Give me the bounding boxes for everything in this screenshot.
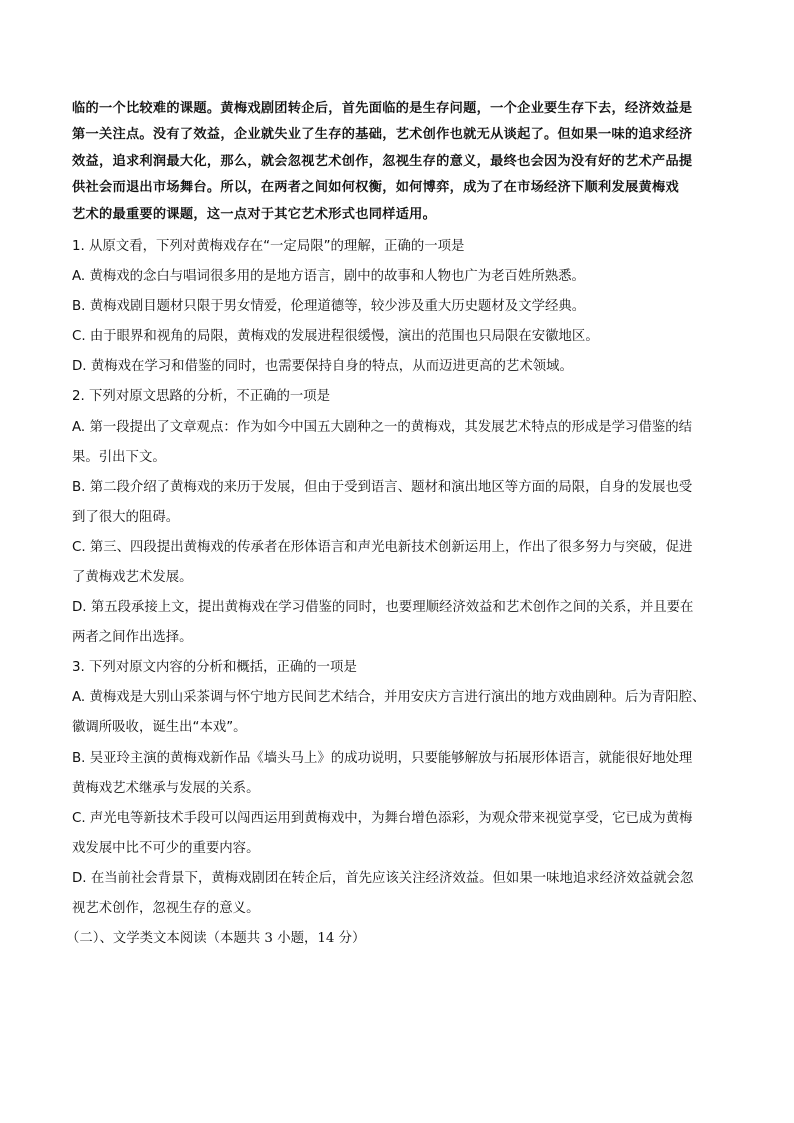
option-a: A. 黄梅戏是大别山采茶调与怀宁地方民间艺术结合，并用安庆方言进行演出的地方戏曲剧种。后为青阳腔、: [72, 690, 706, 706]
option-a-continued: 果。引出下文。: [72, 449, 166, 465]
option-d-continued: 两者之间作出选择。: [72, 630, 193, 646]
passage-line: 供社会而退出市场舞台。所以，在两者之间如何权衡，如何博弈，成为了在市场经济下顺利发展黄梅戏: [72, 180, 679, 196]
option-c: C. 声光电等新技术手段可以闯西运用到黄梅戏中，为舞台增色添彩，为观众带来视觉享受，它已成为黄梅: [72, 810, 693, 826]
passage-line: 临的一个比较难的课题。黄梅戏剧团转企后，首先面临的是生存问题，一个企业要生存下去，经济效益是: [72, 101, 693, 116]
passage: [72, 96, 724, 228]
passage-line: 第一关注点。没有了效益，企业就失业了生存的基础，艺术创作也就无从谈起了。但如果一味的追求经济: [72, 127, 693, 143]
passage-line: 效益，追求利润最大化，那么，就会忽视艺术创作，忽视生存的意义，最终也会因为没有好的艺术产品提: [72, 153, 693, 169]
option-b-continued: 到了很大的阻碍。: [72, 509, 180, 525]
question-2: [72, 382, 724, 653]
option-b: B. 黄梅戏剧目题材只限于男女情爱，伦理道德等，较少涉及重大历史题材及文学经典。: [72, 299, 586, 315]
option-d-continued: 视艺术创作，忽视生存的意义。: [72, 901, 260, 917]
option-b-continued: 黄梅戏艺术继承与发展的关系。: [72, 780, 260, 796]
document-page: [66, 96, 724, 954]
option-a: A. 黄梅戏的念白与唱词很多用的是地方语言，剧中的故事和人物也广为老百姓所熟悉。: [72, 269, 585, 285]
option-d: D. 第五段承接上文，提出黄梅戏在学习借鉴的同时，也要理顺经济效益和艺术创作之间的关系，并且要在: [72, 600, 694, 616]
question-1: [72, 232, 724, 382]
question-stem: 3. 下列对原文内容的分析和概括，正确的一项是: [72, 660, 357, 676]
passage-line: 艺术的最重要的课题，这一点对于其它艺术形式也同样适用。: [72, 206, 437, 222]
option-a-continued: 徽调所吸收，诞生出“本戏”。: [72, 720, 247, 736]
option-c-continued: 戏发展中比不可少的重要内容。: [72, 840, 260, 856]
option-c-continued: 了黄梅戏艺术发展。: [72, 569, 193, 585]
option-c: C. 由于眼界和视角的局限，黄梅戏的发展进程很缓慢，演出的范围也只局限在安徽地区。: [72, 329, 599, 345]
option-b: B. 第二段介绍了黄梅戏的来历于发展，但由于受到语言、题材和演出地区等方面的局限，自身的发展也受: [72, 479, 693, 495]
question-stem: 1. 从原文看，下列对黄梅戏存在“一定局限”的理解，正确的一项是: [72, 238, 465, 254]
option-a: A. 第一段提出了文章观点：作为如今中国五大剧种之一的黄梅戏，其发展艺术特点的形成是学习借鉴的结: [72, 419, 693, 435]
option-b: B. 吴亚玲主演的黄梅戏新作品《墙头马上》的成功说明，只要能够解放与拓展形体语言，就能很好地处理: [72, 750, 693, 766]
question-stem: 2. 下列对原文思路的分析，不正确的一项是: [72, 389, 331, 405]
option-d: D. 在当前社会背景下，黄梅戏剧团在转企后，首先应该关注经济效益。但如果一味地追求经济效益就会忽: [72, 870, 694, 886]
question-3: [72, 653, 724, 924]
option-c: C. 第三、四段提出黄梅戏的传承者在形体语言和声光电新技术创新运用上，作出了很多努力与突破，促进: [72, 539, 693, 555]
option-d: D. 黄梅戏在学习和借鉴的同时，也需要保持自身的特点，从而迈进更高的艺术领域。: [72, 359, 573, 375]
section-heading: （二）、文学类文本阅读（本题共 3 小题，14 分）: [66, 931, 366, 947]
